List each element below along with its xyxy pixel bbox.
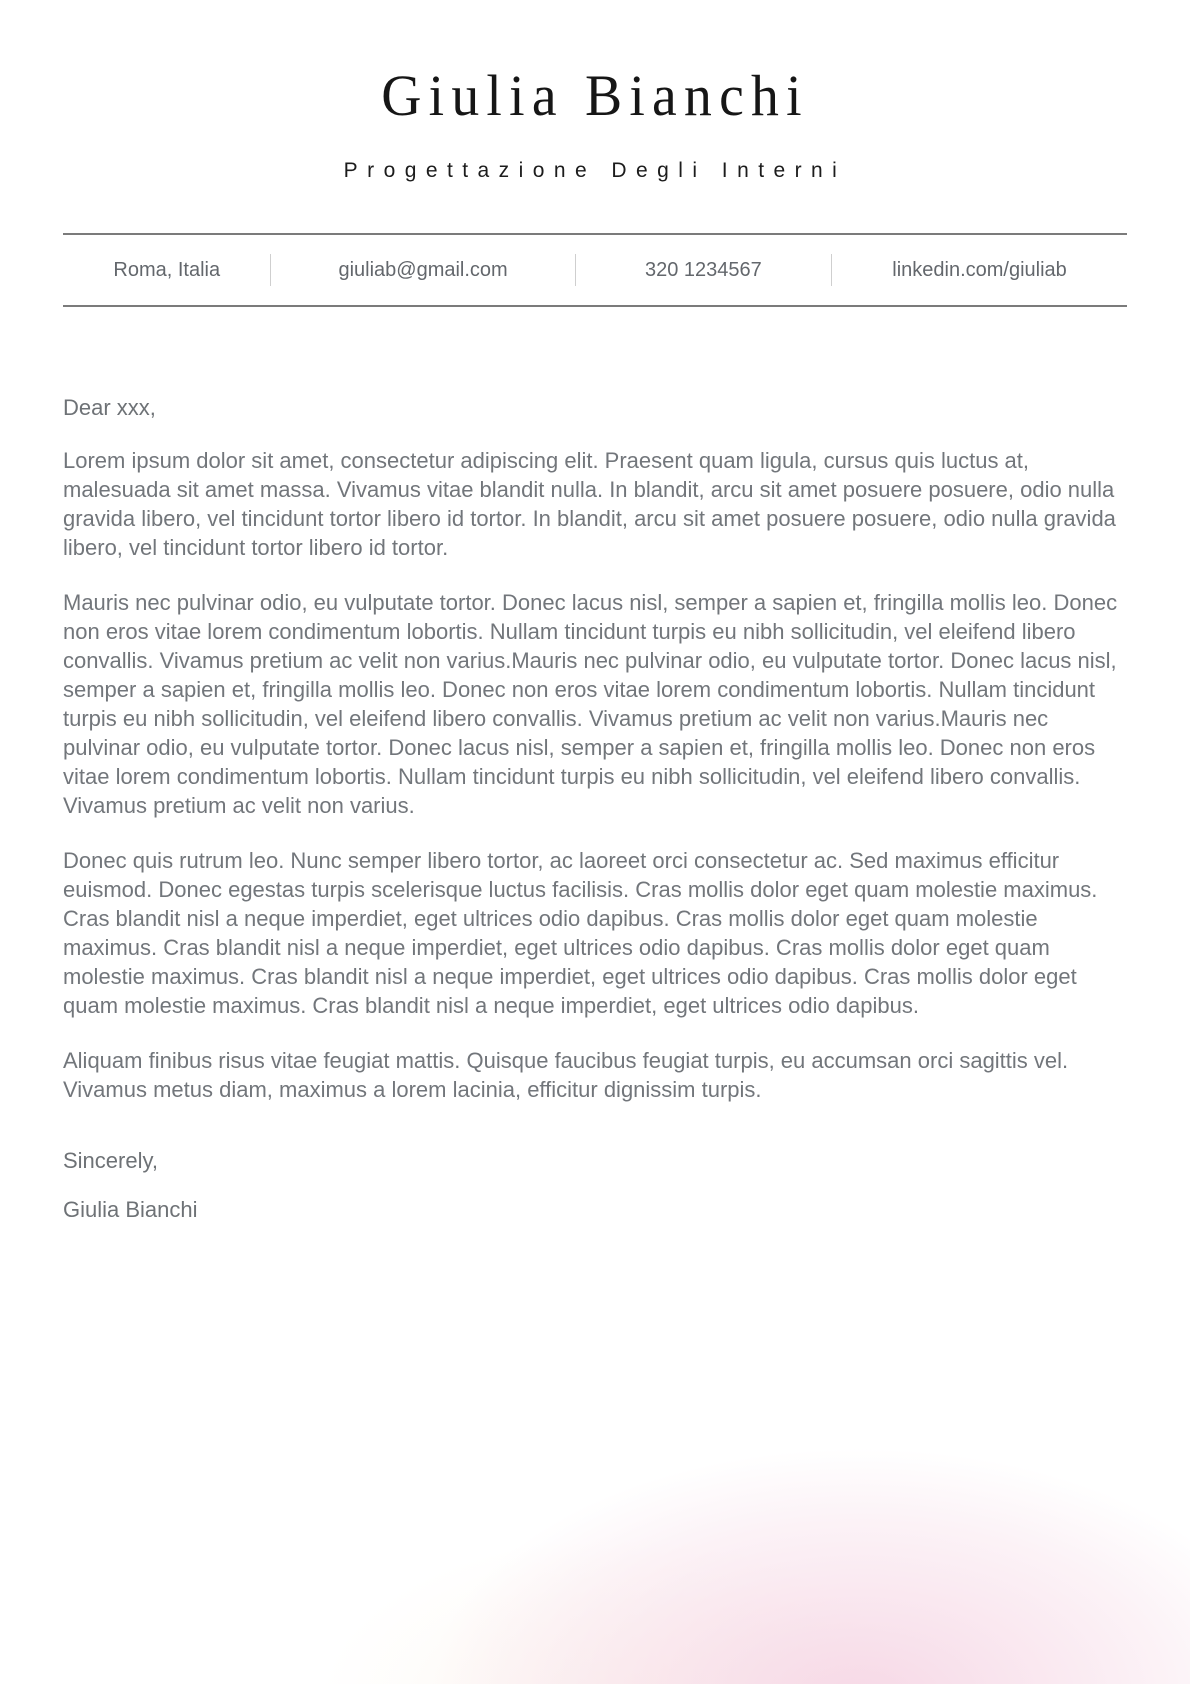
letter-body (63, 307, 1127, 1224)
letter-paragraph: Mauris nec pulvinar odio, eu vulputate tortor. Donec lacus nisl, semper a sapien et, fringilla mollis leo. Donec non eros vitae lorem condimentum lobortis. Nullam tincidunt turpis eu nibh sollicitudin, vel eleifend libero convallis. Vivamus pretium ac velit non varius.Mauris nec pulvinar odio, eu vulputate tortor. Donec lacus nisl, semper a sapien et, fringilla mollis leo. Donec non eros vitae lorem condimentum lobortis. Nullam tincidunt turpis eu nibh sollicitudin, vel eleifend libero convallis. Vivamus pretium ac velit non varius.Mauris nec pulvinar odio, eu vulputate tortor. Donec lacus nisl, semper a sapien et, fringilla mollis leo. Donec non eros vitae lorem condimentum lobortis. Nullam tincidunt turpis eu nibh sollicitudin, vel eleifend libero convallis. Vivamus pretium ac velit non varius. (63, 590, 1118, 818)
page-title: Giulia Bianchi (381, 63, 809, 128)
letter-paragraph: Donec quis rutrum leo. Nunc semper libero tortor, ac laoreet orci consectetur ac. Sed maximus efficitur euismod. Donec egestas turpis scelerisque luctus facilisis. Cras mollis dolor eget quam molestie maximus. Cras blandit nisl a neque imperdiet, eget ultrices odio dapibus. Cras mollis dolor eget quam molestie maximus. Cras blandit nisl a neque imperdiet, eget ultrices odio dapibus. Cras mollis dolor eget quam molestie maximus. Cras blandit nisl a neque imperdiet, eget ultrices odio dapibus. Cras mollis dolor eget quam molestie maximus. Cras blandit nisl a neque imperdiet, eget ultrices odio dapibus. (63, 848, 1098, 1018)
contact-bar (63, 233, 1127, 307)
letter-paragraph: Lorem ipsum dolor sit amet, consectetur adipiscing elit. Praesent quam ligula, cursus quis luctus at, malesuada sit amet massa. Vivamus vitae blandit nulla. In blandit, arcu sit amet posuere posuere, odio nulla gravida libero, vel tincidunt tortor libero id tortor. In blandit, arcu sit amet posuere posuere, odio nulla gravida libero, vel tincidunt tortor libero id tortor. (63, 448, 1116, 560)
contact-email: giuliab@gmail.com (338, 258, 508, 281)
contact-phone: 320 1234567 (644, 258, 762, 281)
closing: Sincerely, (63, 1148, 158, 1173)
job-subtitle: Progettazione Degli Interni (343, 159, 847, 182)
letter-paragraph: Aliquam finibus risus vitae feugiat mattis. Quisque faucibus feugiat turpis, eu accumsan orci sagittis vel. Vivamus metus diam, maximus a lorem lacinia, efficitur dignissim turpis. (63, 1048, 1069, 1102)
signature: Giulia Bianchi (63, 1197, 198, 1222)
letter-header (0, 0, 1190, 183)
contact-location: Roma, Italia (113, 258, 221, 281)
contact-linkedin: linkedin.com/giuliab (892, 258, 1067, 281)
salutation: Dear xxx, (63, 395, 156, 420)
